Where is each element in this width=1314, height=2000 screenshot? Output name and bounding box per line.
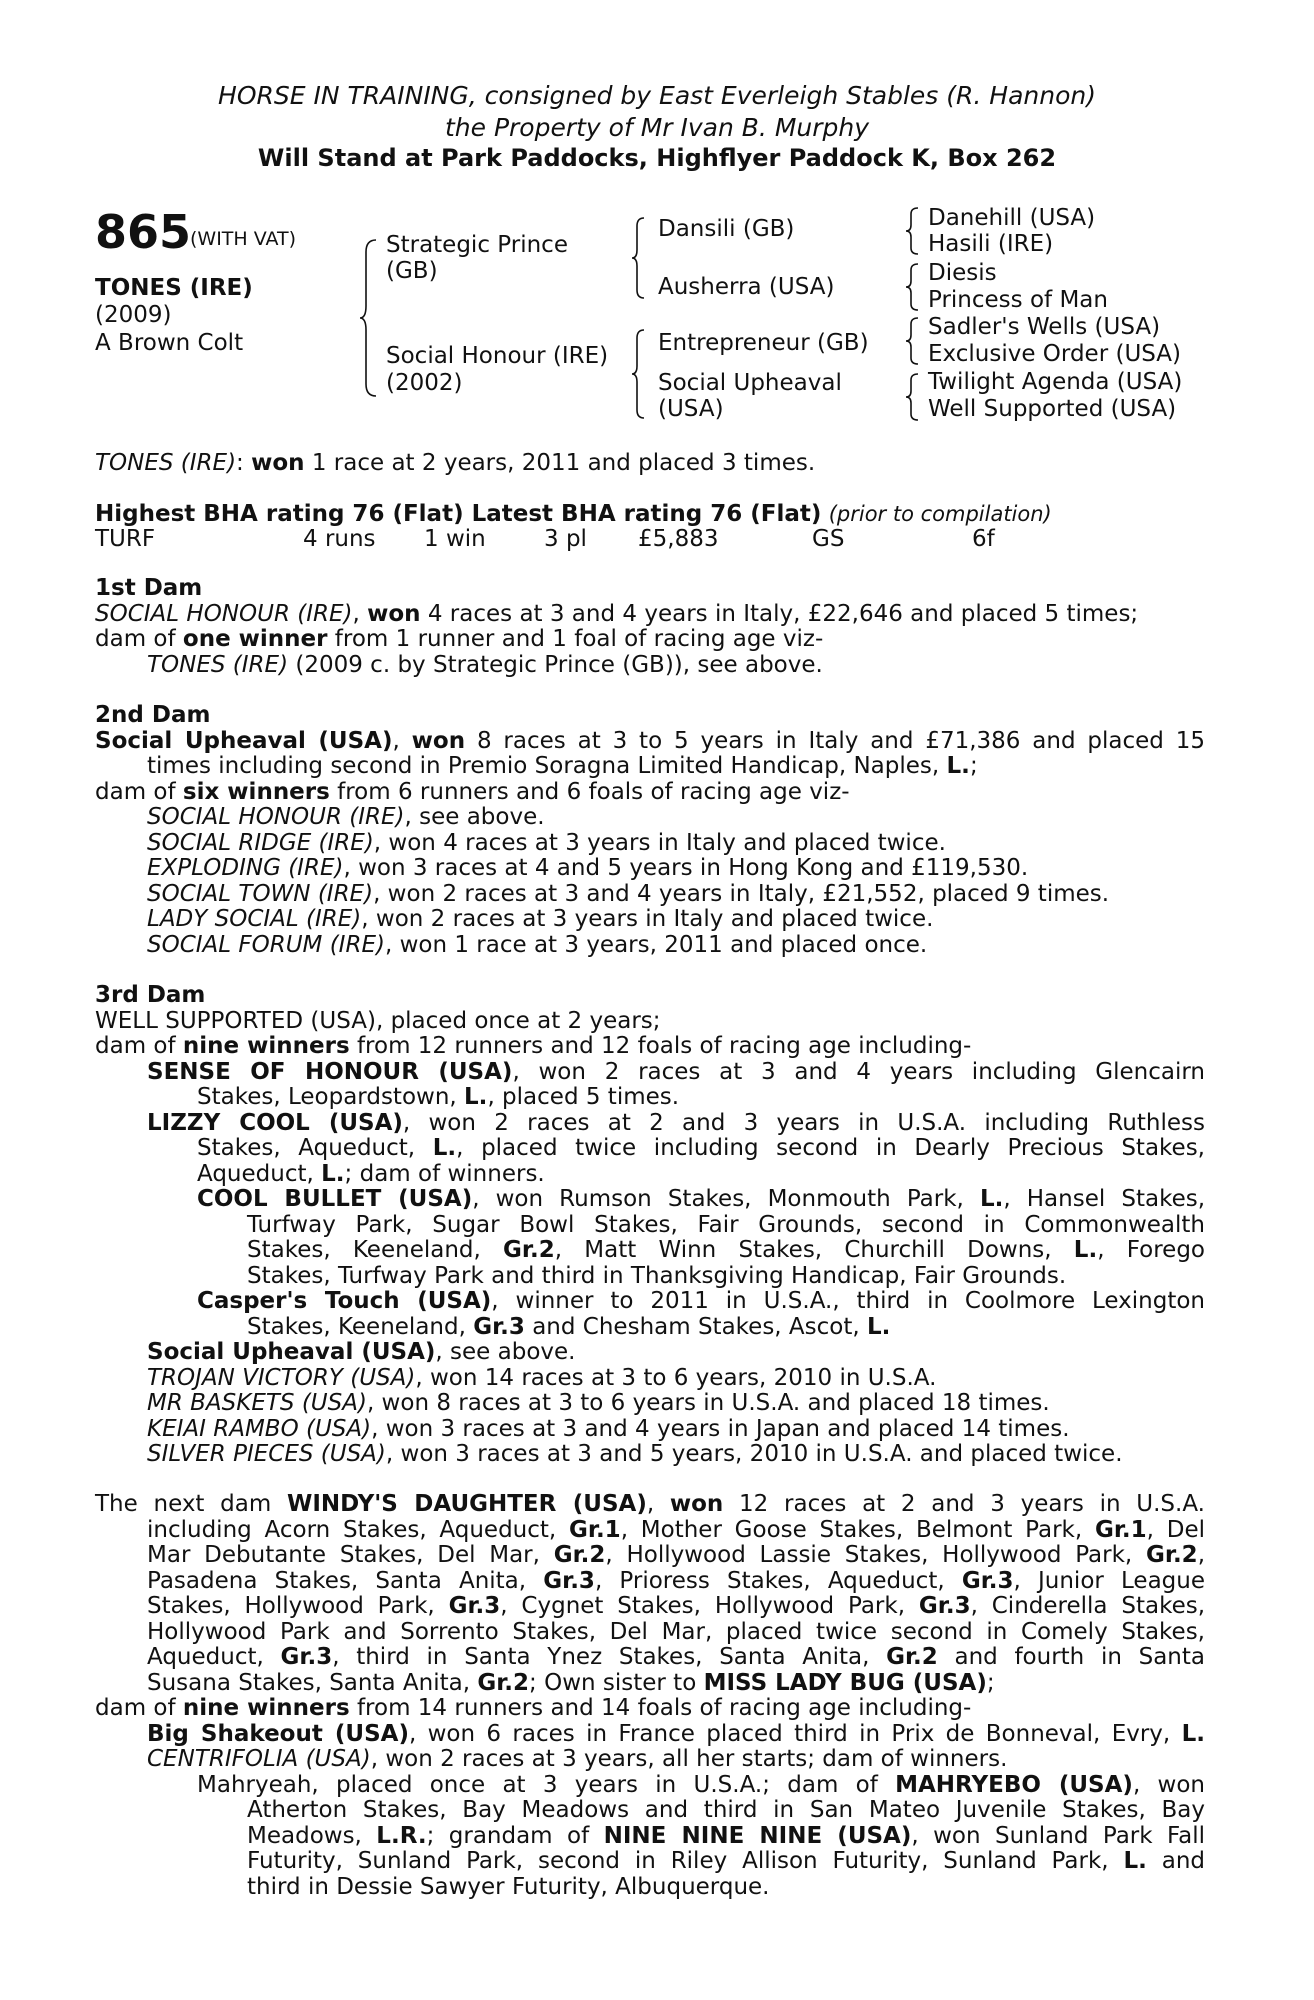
grandsire-2: Diesis xyxy=(928,260,997,286)
turf-earnings: £5,883 xyxy=(638,526,719,552)
next-dam-produce-summary: dam of nine winners from 14 runners and 14 foals of racing age including- xyxy=(95,1695,972,1721)
grandsire-1: Danehill (USA) xyxy=(928,205,1096,231)
sire-sire: Dansili (GB) xyxy=(658,216,795,242)
second-dam-section xyxy=(95,703,1205,958)
vat-note: (WITH VAT) xyxy=(190,228,297,250)
list-item: SOCIAL HONOUR (IRE), see above. xyxy=(147,804,545,830)
lizzy-cool-cont-2: Aqueduct, L.; dam of winners. xyxy=(197,1160,545,1187)
list-item: LADY SOCIAL (IRE), won 2 races at 3 years in Italy and placed twice. xyxy=(147,906,934,932)
dam-dam-country: (USA) xyxy=(658,396,724,422)
mahryeah-cont-2: Meadows, L.R.; grandam of NINE NINE NINE (USA), won Sunland Park Fall xyxy=(247,1822,1205,1849)
pedigree-brace-dam xyxy=(632,328,648,420)
pedigree-brace-g3 xyxy=(906,316,922,366)
next-dam-section xyxy=(95,1492,1205,1900)
mahryeah-entry: Mahryeah, placed once at 3 years in U.S.A.; dam of MAHRYEBO (USA), won xyxy=(197,1771,1205,1798)
pedigree-brace-g2 xyxy=(906,262,922,312)
sense-of-honour-cont: Stakes, Leopardstown, L., placed 5 times. xyxy=(197,1084,680,1110)
second-dam-record: Social Upheaval (USA), won 8 races at 3 to 5 years in Italy and £71,386 and placed 15 xyxy=(95,727,1206,754)
header-title: HORSE IN TRAINING, consigned by East Everleigh Stables (R. Hannon) xyxy=(218,81,1096,110)
grandsire-4: Twilight Agenda (USA) xyxy=(928,369,1183,395)
cool-bullet-entry: COOL BULLET (USA), won Rumson Stakes, Monmouth Park, L., Hansel Stakes, xyxy=(197,1186,1206,1212)
horse-year: (2009) xyxy=(95,302,172,328)
sire: Strategic Prince xyxy=(386,232,568,258)
dam-year: (2002) xyxy=(386,370,463,396)
social-upheaval-entry: Social Upheaval (USA), see above. xyxy=(147,1339,576,1365)
cool-bullet-cont-3: Stakes, Turfway Park and third in Thanksgiving Handicap, Fair Grounds. xyxy=(247,1262,1067,1289)
first-dam-text: 4 races at 3 and 4 years in Italy, £22,646 and placed 5 times; xyxy=(420,600,1139,627)
pedigree-brace-main xyxy=(360,238,380,398)
pedigree-brace-g4 xyxy=(906,372,922,422)
granddam-3: Exclusive Order (USA) xyxy=(928,341,1182,367)
next-dam-line-4: Pasadena Stakes, Santa Anita, Gr.3, Prioress Stakes, Aqueduct, Gr.3, Junior League xyxy=(147,1567,1205,1594)
first-dam-produce-summary: dam of one winner from 1 runner and 1 foal of racing age viz- xyxy=(95,626,824,652)
summary-text: 1 race at 2 years, 2011 and placed 3 times. xyxy=(304,450,816,476)
sire-country: (GB) xyxy=(386,258,438,284)
next-dam-line-3: Mar Debutante Stakes, Del Mar, Gr.2, Hollywood Lassie Stakes, Hollywood Park, Gr.2, xyxy=(147,1542,1205,1568)
caspers-touch-entry: Casper's Touch (USA), winner to 2011 in U.S.A., third in Coolmore Lexington xyxy=(197,1288,1205,1314)
list-item: KEIAI RAMBO (USA), won 3 races at 3 and 4 years in Japan and placed 14 times. xyxy=(147,1415,1070,1442)
grandsire-3: Sadler's Wells (USA) xyxy=(928,314,1161,340)
next-dam-line-2: including Acorn Stakes, Aqueduct, Gr.1, Mother Goose Stakes, Belmont Park, Gr.1, Del xyxy=(147,1516,1205,1543)
granddam-1: Hasili (IRE) xyxy=(928,231,1054,257)
list-item: EXPLODING (IRE), won 3 races at 4 and 5 years in Hong Kong and £119,530. xyxy=(147,855,1029,881)
list-item: SOCIAL TOWN (IRE), won 2 races at 3 and 4 years in Italy, £21,552, placed 9 times. xyxy=(147,880,1110,907)
third-dam-produce-summary: dam of nine winners from 12 runners and 12 foals of racing age including- xyxy=(95,1033,972,1059)
horse-description: A Brown Colt xyxy=(95,330,244,356)
third-dam-section xyxy=(95,983,1205,1468)
sire-dam: Ausherra (USA) xyxy=(658,274,835,300)
first-dam-record: SOCIAL HONOUR (IRE), won 4 races at 3 and 4 years in Italy, £22,646 and placed 5 times; xyxy=(95,600,1139,627)
list-item: SOCIAL FORUM (IRE), won 1 race at 3 years, 2011 and placed once. xyxy=(147,931,928,958)
third-dam-heading: 3rd Dam xyxy=(95,982,206,1008)
first-dam-produce-item: TONES (IRE) (2009 c. by Strategic Prince (GB)), see above. xyxy=(147,651,823,678)
mahryeah-cont-3: Futurity, Sunland Park, second in Riley Allison Futurity, Sunland Park, L. and xyxy=(247,1848,1205,1874)
turf-runs: 4 runs xyxy=(303,526,376,552)
race-summary: TONES (IRE): won 1 race at 2 years, 2011 and placed 3 times. xyxy=(95,450,816,476)
dam-dam: Social Upheaval xyxy=(658,370,842,396)
turf-distance: 6f xyxy=(972,526,995,552)
list-item: MR BASKETS (USA), won 8 races at 3 to 6 years in U.S.A. and placed 18 times. xyxy=(147,1390,1050,1416)
summary-won: won xyxy=(251,450,305,476)
lizzy-cool-entry: LIZZY COOL (USA), won 2 races at 2 and 3 years in U.S.A. including Ruthless xyxy=(147,1109,1205,1136)
first-dam-won: won xyxy=(367,600,421,627)
dam: Social Honour (IRE) xyxy=(386,343,609,369)
horse-name: TONES (IRE) xyxy=(95,275,253,301)
next-dam-line-7: Aqueduct, Gr.3, third in Santa Ynez Stakes, Santa Anita, Gr.2 and fourth in Santa xyxy=(147,1644,1205,1670)
rating-line xyxy=(95,501,1052,527)
turf-going: GS xyxy=(812,526,845,552)
caspers-touch-cont: Stakes, Keeneland, Gr.3 and Chesham Stakes, Ascot, L. xyxy=(247,1313,891,1340)
dam-sire: Entrepreneur (GB) xyxy=(658,330,869,356)
turf-placed: 3 pl xyxy=(544,526,587,552)
next-dam-line-8: Susana Stakes, Santa Anita, Gr.2; Own sister to MISS LADY BUG (USA); xyxy=(147,1669,995,1696)
mahryeah-cont-4: third in Dessie Sawyer Futurity, Albuquerque. xyxy=(247,1873,770,1900)
first-dam-heading: 1st Dam xyxy=(95,575,203,601)
next-dam-line-5: Stakes, Hollywood Park, Gr.3, Cygnet Stakes, Hollywood Park, Gr.3, Cinderella Stakes, xyxy=(147,1593,1206,1619)
list-item: SOCIAL RIDGE (IRE), won 4 races at 3 years in Italy and placed twice. xyxy=(147,829,946,856)
big-shakeout-entry: Big Shakeout (USA), won 6 races in France placed third in Prix de Bonneval, Evry, L. xyxy=(147,1720,1205,1747)
next-dam-line-6: Hollywood Park and Sorrento Stakes, Del Mar, placed twice second in Comely Stakes, xyxy=(147,1618,1205,1645)
second-dam-record-cont: times including second in Premio Soragna Limited Handicap, Naples, L.; xyxy=(147,753,978,779)
third-dam-record: WELL SUPPORTED (USA), placed once at 2 years; xyxy=(95,1007,661,1034)
summary-horse: TONES (IRE) xyxy=(95,450,237,476)
list-item: SILVER PIECES (USA), won 3 races at 3 and 5 years, 2010 in U.S.A. and placed twice. xyxy=(147,1441,1123,1467)
pedigree-brace-sire xyxy=(632,216,648,300)
sense-of-honour-entry: SENSE OF HONOUR (USA), won 2 races at 3 and 4 years including Glencairn xyxy=(147,1058,1205,1085)
lizzy-cool-cont: Stakes, Aqueduct, L., placed twice including second in Dearly Precious Stakes, xyxy=(197,1135,1205,1161)
first-dam-section xyxy=(95,576,1205,678)
rating-note: (prior to compilation) xyxy=(828,502,1052,526)
rating-highest: Highest BHA rating 76 (Flat) Latest BHA rating 76 (Flat) xyxy=(95,501,822,527)
granddam-4: Well Supported (USA) xyxy=(928,396,1177,422)
second-dam-produce-summary: dam of six winners from 6 runners and 6 foals of racing age viz- xyxy=(95,778,850,805)
next-dam-record: The next dam WINDY'S DAUGHTER (USA), won 12 races at 2 and 3 years in U.S.A. xyxy=(95,1491,1205,1517)
cool-bullet-cont-2: Stakes, Keeneland, Gr.2, Matt Winn Stakes, Churchill Downs, L., Forego xyxy=(247,1237,1205,1263)
pedigree-brace-g1 xyxy=(906,206,922,256)
second-dam-heading: 2nd Dam xyxy=(95,702,211,728)
lot-number: 865 xyxy=(95,205,192,259)
header-location: Will Stand at Park Paddocks, Highflyer Paddock K, Box 262 xyxy=(257,144,1057,172)
mahryeah-cont: Atherton Stakes, Bay Meadows and third in San Mateo Juvenile Stakes, Bay xyxy=(247,1797,1205,1823)
turf-surface: TURF xyxy=(95,526,156,552)
centrifolia-entry: CENTRIFOLIA (USA), won 2 races at 3 years, all her starts; dam of winners. xyxy=(147,1746,1008,1772)
list-item: TROJAN VICTORY (USA), won 14 races at 3 to 6 years, 2010 in U.S.A. xyxy=(147,1364,937,1391)
cool-bullet-cont: Turfway Park, Sugar Bowl Stakes, Fair Grounds, second in Commonwealth xyxy=(247,1211,1205,1238)
granddam-2: Princess of Man xyxy=(928,287,1108,313)
header-owner: the Property of Mr Ivan B. Murphy xyxy=(444,113,870,142)
first-dam-name: SOCIAL HONOUR (IRE) xyxy=(95,600,353,627)
turf-wins: 1 win xyxy=(424,526,486,552)
